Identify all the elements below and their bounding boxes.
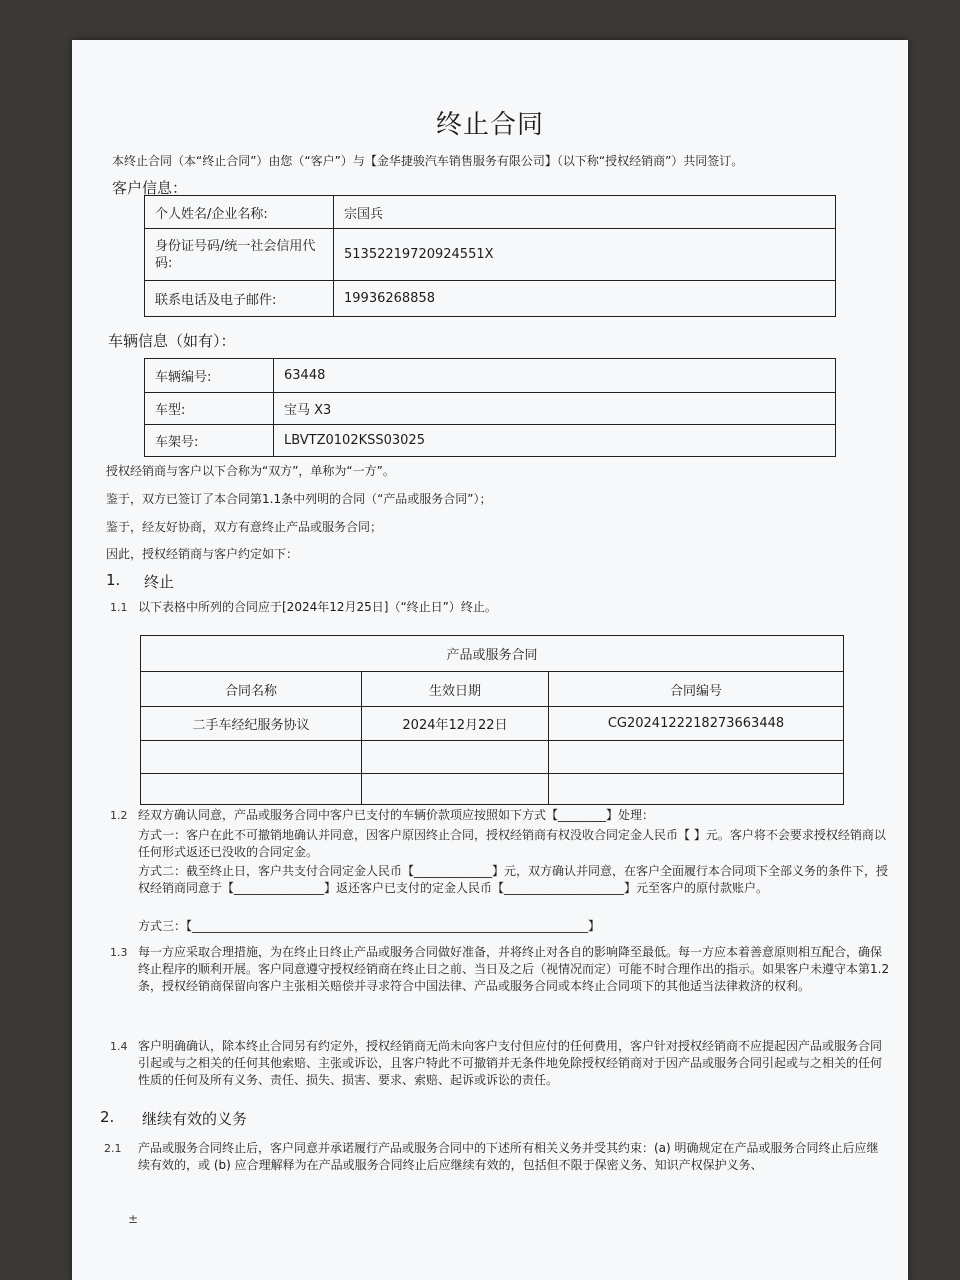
table-cell: CG2024122218273663448 [549, 707, 844, 741]
column-header: 合同名称 [141, 672, 362, 707]
clause-1-2-option-1: 方式一：客户在此不可撤销地确认并同意，因客户原因终止合同，授权经销商有权没收合同定金人民币【 】元。客户将不会要求授权经销商以任何形式返还已没收的合同定金。 [138, 828, 886, 859]
table-row [141, 707, 844, 741]
table-cell: 二手车经纪服务协议 [141, 707, 362, 741]
section-2-number: 2. [100, 1108, 115, 1126]
table-cell [141, 774, 362, 805]
intro-paragraph: 本终止合同（本“终止合同”）由您（“客户”）与【金华捷骏汽车销售服务有限公司】（以下称“授权经销商”）共同签订。 [112, 154, 744, 168]
document-title: 终止合同 [435, 110, 544, 140]
customer-row-name [145, 196, 836, 229]
table-cell [362, 774, 549, 805]
field-label: 车型: [145, 393, 274, 425]
clause-1-2-number: 1.2 [110, 809, 128, 822]
customer-info-heading: 客户信息： [112, 179, 188, 197]
clause-1-4-number: 1.4 [110, 1040, 128, 1053]
field-value: 宗国兵 [334, 196, 836, 229]
field-label: 车辆编号: [145, 359, 274, 393]
vehicle-row-vin [145, 425, 836, 457]
column-header: 合同编号 [549, 672, 844, 707]
table-cell [141, 741, 362, 774]
table-row [141, 741, 844, 774]
contract-table [140, 635, 844, 805]
clause-1-2-option-2: 方式二：截至终止日，客户共支付合同定金人民币【_____________】元，双方确认并同意，在客户全面履行本合同项下全部义务的条件下，授权经销商同意于【_______________】返还客户已支付的定金人民币【____________________】元至客户的原付款账户。 [138, 864, 889, 895]
clause-2-1-text: 产品或服务合同终止后，客户同意并承诺履行产品或服务合同中的下述所有相关义务并受其约束：(a) 明确规定在产品或服务合同终止后应继续有效的，或 (b) 应合理解释为在产品或服务合同终止后应继续有效的，包括但不限于保密义务、知识产权保护义务、 [138, 1141, 879, 1172]
clause-1-4-text: 客户明确确认，除本终止合同另有约定外，授权经销商无尚未向客户支付但应付的任何费用，客户针对授权经销商不应提起因产品或服务合同引起或与之相关的任何其他索赔、主张或诉讼，且客户特此不可撤销并无条件地免除授权经销商对于因产品或服务合同引起或与之相关的任何性质的任何及所有义务、责任、损失、损害、要求、索赔、起诉或诉讼的责任。 [138, 1039, 883, 1087]
clause-1-1-text: 以下表格中所列的合同应于[2024年12月25日]（“终止日”）终止。 [138, 600, 497, 614]
document-page [72, 40, 908, 1280]
field-value: LBVTZ0102KSS03025 [274, 425, 836, 457]
vehicle-info-table [144, 358, 836, 457]
table-cell: 2024年12月22日 [362, 707, 549, 741]
recital-parties: 授权经销商与客户以下合称为“双方”，单称为“一方”。 [106, 464, 395, 478]
field-label: 个人姓名/企业名称: [145, 196, 334, 229]
field-value: 19936268858 [334, 281, 836, 317]
clause-1-2-option-3: 方式三：【__________________________________________________________________】 [138, 919, 601, 933]
vehicle-row-number [145, 359, 836, 393]
field-value: 宝马 X3 [274, 393, 836, 425]
vehicle-info-heading: 车辆信息（如有）： [108, 332, 236, 350]
table-cell [362, 741, 549, 774]
clause-1-1-number: 1.1 [110, 601, 128, 614]
clause-2-1-number: 2.1 [104, 1142, 122, 1155]
customer-row-contact [145, 281, 836, 317]
recital-therefore: 因此，授权经销商与客户约定如下： [106, 547, 299, 561]
table-cell [549, 741, 844, 774]
customer-row-id [145, 229, 836, 281]
contract-table-header-row [141, 672, 844, 707]
table-cell [549, 774, 844, 805]
page-footer-mark: ± [128, 1212, 139, 1226]
contract-table-caption-row [141, 636, 844, 672]
clause-1-2-lead: 经双方确认同意，产品或服务合同中客户已支付的车辆价款项应按照如下方式【________】处理： [138, 808, 655, 822]
recital-whereas-2: 鉴于，经友好协商，双方有意终止产品或服务合同； [106, 520, 383, 534]
table-row [141, 774, 844, 805]
clause-1-3-number: 1.3 [110, 946, 128, 959]
field-label: 车架号: [145, 425, 274, 457]
field-value: 63448 [274, 359, 836, 393]
contract-table-caption: 产品或服务合同 [141, 636, 844, 672]
field-label: 联系电话及电子邮件: [145, 281, 334, 317]
section-1-title: 终止 [144, 573, 175, 591]
vehicle-row-model [145, 393, 836, 425]
field-value: 51352219720924551X [334, 229, 836, 281]
field-label: 身份证号码/统一社会信用代码: [145, 229, 334, 281]
section-2-title: 继续有效的义务 [142, 1110, 248, 1128]
recital-whereas-1: 鉴于，双方已签订了本合同第1.1条中列明的合同（“产品或服务合同”）； [106, 492, 492, 506]
customer-info-table [144, 195, 836, 317]
section-1-number: 1. [106, 571, 121, 589]
clause-1-3-text: 每一方应采取合理措施，为在终止日终止产品或服务合同做好准备，并将终止对各自的影响降至最低。每一方应本着善意原则相互配合，确保终止程序的顺利开展。客户同意遵守授权经销商在终止日之前、当日及之后（视情况而定）可能不时合理作出的指示。如果客户未遵守本第1.2条，授权经销商保留向客户主张相关赔偿并寻求符合中国法律、产品或服务合同或本终止合同项下的其他适当法律救济的权利。 [138, 945, 890, 993]
column-header: 生效日期 [362, 672, 549, 707]
